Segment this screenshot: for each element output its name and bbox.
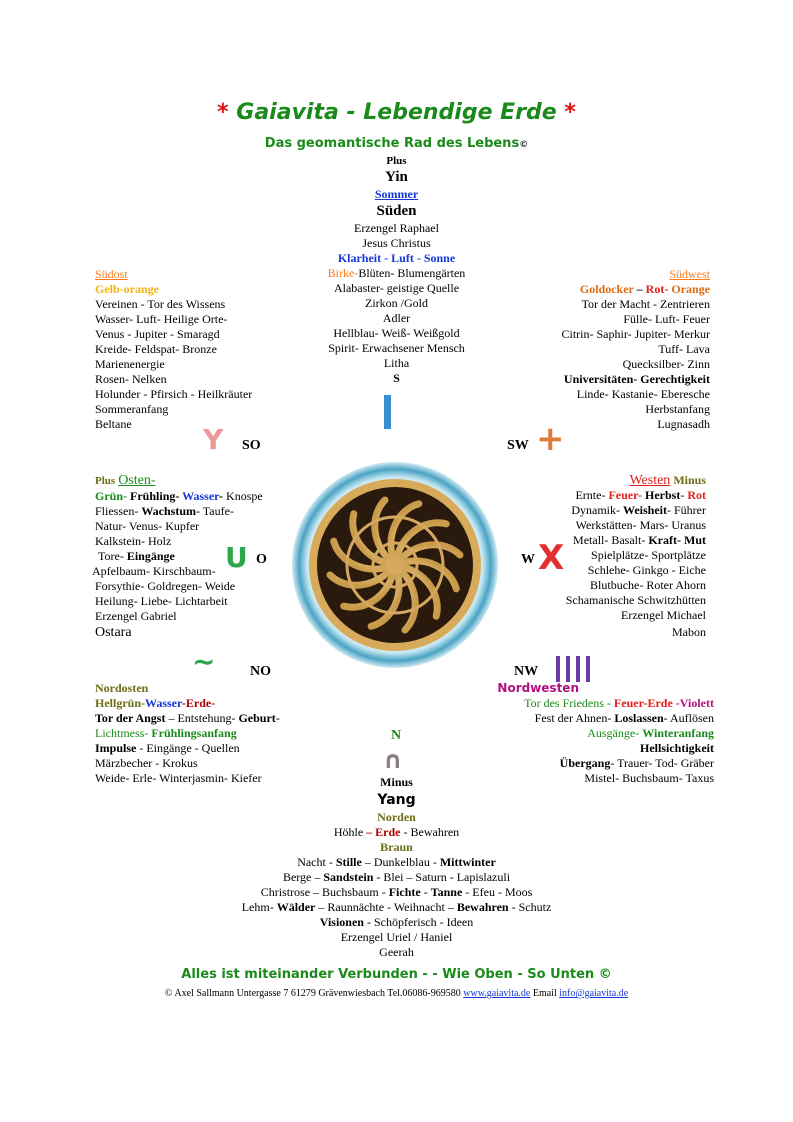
page-subtitle: Das geomantische Rad des Lebens© [264, 136, 529, 151]
southeast-color: Gelb-orange [95, 282, 159, 296]
west-block [566, 473, 706, 641]
south-direction: Süden [376, 203, 417, 219]
southeast-line: Rosen- Nelken [95, 372, 167, 386]
southeast-line: Wasser- Luft- Heilige Orte- [95, 312, 228, 326]
north-letter: N [390, 728, 402, 743]
north-line4: Berge – Sandstein - Blei – Saturn - Lapislazuli [282, 870, 511, 884]
east-line: Natur- Venus- Kupfer [95, 519, 200, 533]
northeast-colors: Hellgrün-Wasser-Erde- [95, 696, 216, 710]
southeast-line: Kreide- Feldspat- Bronze [95, 342, 217, 356]
southwest-line: Fülle- Luft- Feuer [623, 312, 710, 326]
southeast-line: Vereinen - Tor des Wissens [95, 297, 226, 311]
north-rune-icon: ∩ [383, 746, 403, 774]
west-line: Erzengel Michael [621, 608, 706, 622]
east-line2: Fliessen- Wachstum- Taufe- [95, 504, 234, 518]
southwest-bold-line: Universitäten- Gerechtigkeit [563, 372, 710, 386]
east-line1: Grün- Frühling- Wasser- Knospe [95, 489, 263, 503]
southeast-line: Venus - Jupiter - Smaragd [95, 327, 220, 341]
northeast-abbr: NO [250, 664, 271, 679]
northeast-line4: Impulse - Eingänge - Quellen [95, 741, 240, 755]
northwest-abbr: NW [514, 664, 539, 679]
footer-address: © Axel Sallmann Untergasse 7 61279 Grävenwiesbach Tel.06086-969580 www.gaiavita.de Email info@gaiavita.de [164, 988, 629, 999]
southwest-block [562, 267, 711, 432]
west-line: Spielplätze- Sportplätze [591, 548, 706, 562]
south-line: Adler [382, 311, 411, 325]
south-season: Sommer [374, 187, 419, 201]
geomantic-wheel [285, 460, 505, 670]
east-tore: Tore- Eingänge [98, 549, 175, 563]
west-line: Schamanische Schwitzhütten [565, 593, 706, 607]
southwest-line: Herbstanfang [645, 402, 710, 416]
northeast-rune-icon: ∼ [192, 645, 216, 678]
southeast-block [95, 267, 252, 432]
northeast-line: Märzbecher - Krokus [95, 756, 198, 770]
west-rune-icon: X [538, 538, 565, 578]
northwest-line1: Tor des Friedens - Feuer-Erde -Violett [524, 696, 714, 710]
south-line: Erzengel Raphael [354, 221, 439, 235]
east-rune-icon: U [225, 541, 248, 574]
southwest-line: Citrin- Saphir- Jupiter- Merkur [561, 327, 710, 341]
west-line: Blutbuche- Roter Ahorn [590, 578, 706, 592]
east-heading: Plus Osten- [95, 473, 156, 488]
southwest-color: Goldocker – Rot- Orange [579, 282, 710, 296]
southeast-rune-icon: Y [203, 423, 224, 456]
southwest-rune-icon: + [536, 419, 565, 459]
west-line3: Werkstätten- Mars- Uranus [575, 518, 706, 532]
east-line: Erzengel Gabriel [95, 609, 177, 623]
email-link[interactable]: info@gaiavita.de [559, 988, 629, 999]
page-title: * Gaiavita - Lebendige Erde * [217, 100, 576, 125]
north-minus: Minus [380, 775, 413, 789]
south-yin: Yin [385, 169, 408, 185]
north-line9: Geerah [379, 945, 414, 959]
northeast-heading: Nordosten [95, 681, 149, 695]
north-color: Braun [380, 840, 413, 854]
north-line5: Christrose – Buchsbaum - Fichte - Tanne - Efeu - Moos [260, 885, 533, 899]
northwest-heading: Nordwesten [497, 681, 579, 695]
south-klarheit: Klarheit - Luft - Sonne [337, 251, 456, 265]
east-ostara: Ostara [95, 625, 132, 640]
west-line2: Dynamik- Weisheit- Führer [571, 503, 706, 517]
east-line: Apfelbaum- Kirschbaum- [92, 564, 216, 578]
northwest-block [497, 681, 714, 786]
north-line7: Visionen - Schöpferisch - Ideen [319, 915, 474, 929]
northeast-line: Weide- Erle- Winterjasmin- Kiefer [95, 771, 262, 785]
north-line1: Höhle – Erde - Bewahren [333, 825, 460, 839]
west-line: Schlehe- Ginkgo - Eiche [587, 563, 706, 577]
west-heading: Westen Minus [629, 473, 706, 488]
north-yang: Yang [377, 792, 416, 808]
southwest-abbr: SW [507, 438, 529, 453]
northwest-rune-icon [556, 656, 590, 682]
southwest-line: Tor der Macht - Zentrieren [581, 297, 710, 311]
northwest-line4: Hellsichtigkeit [640, 741, 714, 755]
southwest-heading: Südwest [669, 267, 710, 281]
west-abbr: W [521, 552, 535, 567]
east-abbr: O [256, 552, 267, 567]
south-line: Litha [383, 356, 410, 370]
east-line: Forsythie- Goldregen- Weide [95, 579, 236, 593]
southeast-line: Beltane [95, 417, 132, 431]
north-line3: Nacht - Stille – Dunkelblau - Mittwinter [297, 855, 496, 869]
south-letter: S [393, 371, 400, 385]
south-line: Alabaster- geistige Quelle [333, 281, 460, 295]
south-rune-icon [384, 395, 391, 429]
footer-motto: Alles ist miteinander Verbunden - - Wie Oben - So Unten © [181, 967, 612, 982]
north-line8: Erzengel Uriel / Haniel [340, 930, 453, 944]
southwest-line: Linde- Kastanie- Eberesche [576, 387, 710, 401]
southeast-abbr: SO [242, 438, 261, 453]
northwest-line5: Übergang- Trauer- Tod- Gräber [559, 756, 714, 770]
south-line: Hellblau- Weiß- Weißgold [333, 326, 460, 340]
south-line: Jesus Christus [362, 236, 431, 250]
northeast-line3: Lichtmess- Frühlingsanfang [95, 726, 237, 740]
west-line4: Metall- Basalt- Kraft- Mut [573, 533, 706, 547]
west-line: Mabon [672, 625, 706, 639]
north-line6: Lehm- Wälder – Raunnächte - Weihnacht – Bewahren - Schutz [241, 900, 552, 914]
website-link[interactable]: www.gaiavita.de [463, 988, 531, 999]
southeast-line: Sommeranfang [95, 402, 169, 416]
southeast-line: Marienenergie [95, 357, 165, 371]
northwest-line6: Mistel- Buchsbaum- Taxus [584, 771, 714, 785]
west-line1: Ernte- Feuer- Herbst- Rot [575, 488, 706, 502]
north-block [0, 775, 793, 960]
south-line: Zirkon /Gold [365, 296, 428, 310]
southeast-line: Holunder - Pfirsich - Heilkräuter [95, 387, 253, 401]
northeast-block [95, 681, 280, 786]
south-birke: Birke-Blüten- Blumengärten [327, 266, 466, 280]
southwest-line: Lugnasadh [657, 417, 710, 431]
south-line: Spirit- Erwachsener Mensch [328, 341, 465, 355]
east-line: Kalkstein- Holz [95, 534, 172, 548]
east-line: Heilung- Liebe- Lichtarbeit [95, 594, 228, 608]
southwest-line: Quecksilber- Zinn [622, 357, 710, 371]
southwest-line: Tuff- Lava [658, 342, 710, 356]
southeast-heading: Südost [95, 267, 128, 281]
south-plus: Plus [386, 155, 407, 167]
northwest-line3: Ausgänge- Winteranfang [587, 726, 714, 740]
northwest-line2: Fest der Ahnen- Loslassen- Auflösen [534, 711, 714, 725]
north-direction: Norden [377, 810, 416, 824]
northeast-line2: Tor der Angst – Entstehung- Geburt- [95, 711, 280, 725]
